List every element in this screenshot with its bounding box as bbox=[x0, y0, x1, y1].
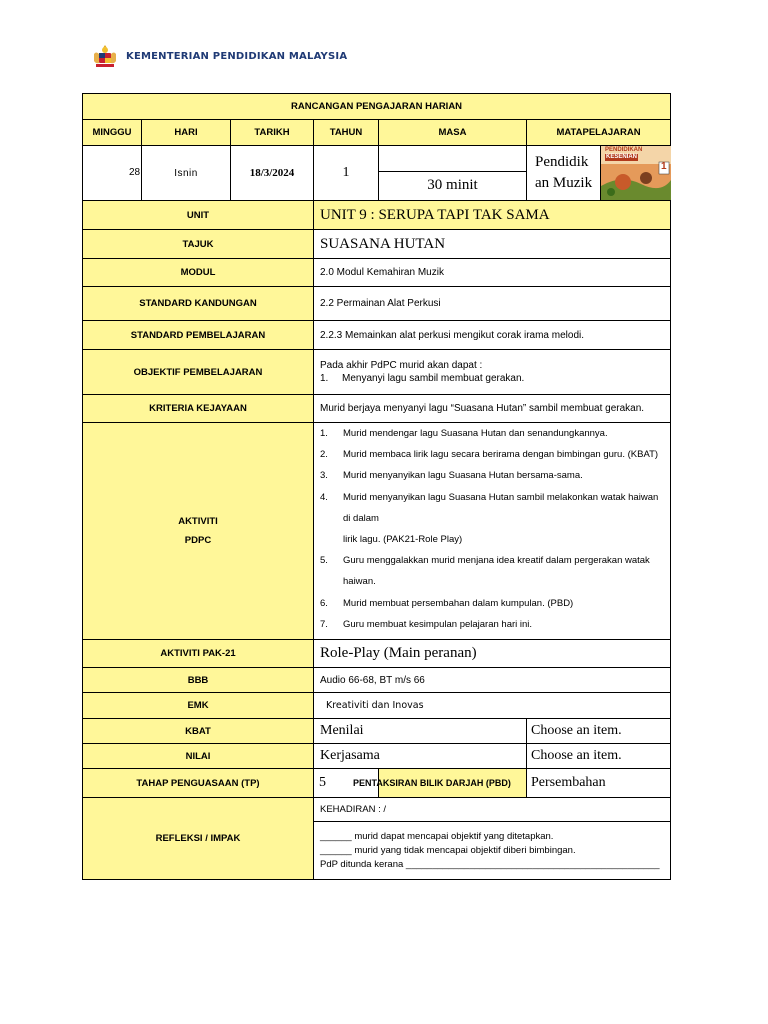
standard-kandungan-value[interactable]: 2.2 Permainan Alat Perkusi bbox=[314, 287, 671, 321]
pak21-label: AKTIVITI PAK-21 bbox=[83, 640, 314, 668]
tajuk-row bbox=[83, 230, 671, 259]
kbat-value[interactable]: Menilai bbox=[314, 719, 527, 744]
masa-header: MASA bbox=[379, 120, 527, 146]
aktiviti-item-number: 5. bbox=[320, 555, 328, 567]
pbd-value[interactable]: Persembahan bbox=[527, 769, 671, 798]
modul-value[interactable]: 2.0 Modul Kemahiran Muzik bbox=[314, 259, 671, 287]
pbd-label-cell bbox=[353, 769, 527, 798]
nilai-value[interactable]: Kerjasama bbox=[314, 744, 527, 769]
aktiviti-item bbox=[320, 550, 664, 592]
kehadiran-value[interactable]: KEHADIRAN : / bbox=[314, 798, 671, 822]
kbat-choice-dropdown[interactable]: Choose an item. bbox=[527, 719, 671, 744]
sk-row bbox=[83, 287, 671, 321]
aktiviti-item-number: 6. bbox=[320, 597, 328, 609]
aktiviti-item bbox=[320, 614, 664, 635]
subject-line-1: Pendidik bbox=[535, 154, 589, 170]
aktiviti-row bbox=[83, 423, 671, 640]
unit-label: UNIT bbox=[83, 201, 314, 230]
emk-value[interactable]: Kreativiti dan Inovas bbox=[314, 693, 671, 719]
kehadiran-row bbox=[83, 798, 671, 822]
aktiviti-value[interactable] bbox=[314, 423, 671, 640]
pak21-row bbox=[83, 640, 671, 668]
objektif-item-number: 1. bbox=[320, 373, 329, 384]
info-row bbox=[83, 146, 671, 201]
hari-header: HARI bbox=[142, 120, 231, 146]
aktiviti-label bbox=[83, 423, 314, 640]
unit-value[interactable]: UNIT 9 : SERUPA TAPI TAK SAMA bbox=[314, 201, 671, 230]
tp-row bbox=[83, 769, 671, 798]
objektif-label: OBJEKTIF PEMBELAJARAN bbox=[83, 350, 314, 395]
tarikh-header: TARIKH bbox=[231, 120, 314, 146]
standard-pembelajaran-value[interactable]: 2.2.3 Memainkan alat perkusi mengikut corak irama melodi. bbox=[314, 321, 671, 350]
nilai-label: NILAI bbox=[83, 744, 314, 769]
aktiviti-item-number: 1. bbox=[320, 428, 328, 439]
tajuk-value[interactable]: SUASANA HUTAN bbox=[314, 230, 671, 259]
aktiviti-item-text: Murid menyanyikan lagu Suasana Hutan sambil melakonkan watak haiwan di dalam bbox=[343, 491, 659, 524]
tahun-value[interactable]: 1 bbox=[314, 146, 379, 201]
kbat-row bbox=[83, 719, 671, 744]
refleksi-label: REFLEKSI / IMPAK bbox=[83, 798, 314, 880]
masa-value[interactable]: 30 minit bbox=[427, 176, 478, 193]
kriteria-label: KRITERIA KEJAYAAN bbox=[83, 395, 314, 423]
objektif-row bbox=[83, 350, 671, 395]
refleksi-line-3: PdP ditunda kerana ________________________________________________ bbox=[320, 858, 660, 870]
aktiviti-item-text: Guru membuat kesimpulan pelajaran hari ini. bbox=[343, 618, 533, 630]
aktiviti-item-number: 7. bbox=[320, 618, 328, 630]
aktiviti-item-text: Guru menggalakkan murid menjana idea kreatif dalam pergerakan watak haiwan. bbox=[343, 555, 650, 588]
bbb-row bbox=[83, 668, 671, 693]
minggu-header: MINGGU bbox=[83, 120, 142, 146]
aktiviti-label-1: AKTIVITI bbox=[178, 516, 218, 528]
objektif-item bbox=[320, 372, 670, 385]
title-row bbox=[83, 94, 671, 120]
standard-pembelajaran-label: STANDARD PEMBELAJARAN bbox=[83, 321, 314, 350]
subject-line-2: an Muzik bbox=[535, 175, 593, 191]
nilai-row bbox=[83, 744, 671, 769]
pbd-label: PENTAKSIRAN BILIK DARJAH (PBD) bbox=[353, 778, 511, 789]
tp-number: 5 bbox=[319, 775, 326, 791]
subject-value[interactable] bbox=[527, 146, 601, 201]
bbb-label: BBB bbox=[83, 668, 314, 693]
aktiviti-item bbox=[320, 593, 664, 614]
pak21-value[interactable]: Role-Play (Main peranan) bbox=[314, 640, 671, 668]
objektif-intro: Pada akhir PdPC murid akan dapat : bbox=[320, 360, 483, 371]
modul-row bbox=[83, 259, 671, 287]
plan-title: RANCANGAN PENGAJARAN HARIAN bbox=[83, 94, 671, 120]
aktiviti-item-number: 4. bbox=[320, 491, 328, 503]
textbook-cover-image bbox=[601, 146, 670, 200]
refleksi-line-2: ______ murid yang tidak mencapai objektif diberi bimbingan. bbox=[320, 844, 576, 856]
aktiviti-list bbox=[320, 423, 664, 635]
ministry-header bbox=[90, 42, 347, 70]
unit-row bbox=[83, 201, 671, 230]
aktiviti-label-2: PDPC bbox=[184, 535, 212, 547]
matapelajaran-header: MATAPELAJARAN bbox=[527, 120, 671, 146]
aktiviti-item bbox=[320, 465, 664, 486]
kriteria-row bbox=[83, 395, 671, 423]
modul-label: MODUL bbox=[83, 259, 314, 287]
aktiviti-item-number: 3. bbox=[320, 470, 328, 482]
bbb-value[interactable]: Audio 66-68, BT m/s 66 bbox=[314, 668, 671, 693]
aktiviti-item-text: Murid membaca lirik lagu secara berirama dengan bimbingan guru. (KBAT) bbox=[343, 449, 659, 461]
kbat-label: KBAT bbox=[83, 719, 314, 744]
emk-label: EMK bbox=[83, 693, 314, 719]
tajuk-label: TAJUK bbox=[83, 230, 314, 259]
refleksi-line-1: ______ murid dapat mencapai objektif yang ditetapkan. bbox=[320, 830, 554, 842]
aktiviti-item-text: Murid menyanyikan lagu Suasana Hutan bersama-sama. bbox=[343, 470, 583, 482]
book-year: 1 bbox=[661, 161, 667, 172]
nilai-choice-dropdown[interactable]: Choose an item. bbox=[527, 744, 671, 769]
tp-label: TAHAP PENGUASAAN (TP) bbox=[83, 769, 314, 798]
standard-kandungan-label: STANDARD KANDUNGAN bbox=[83, 287, 314, 321]
aktiviti-item-number: 2. bbox=[320, 449, 328, 461]
masa-value-cell bbox=[379, 146, 527, 201]
minggu-value[interactable]: 28 bbox=[83, 146, 142, 201]
sp-row bbox=[83, 321, 671, 350]
objektif-value[interactable] bbox=[314, 350, 671, 395]
textbook-cover-cell bbox=[601, 146, 671, 201]
book-title-1: PENDIDIKAN bbox=[605, 147, 643, 153]
emk-row bbox=[83, 693, 671, 719]
aktiviti-item bbox=[320, 487, 664, 529]
aktiviti-item-text: Murid mendengar lagu Suasana Hutan dan senandungkannya. bbox=[343, 428, 608, 439]
aktiviti-item bbox=[320, 529, 664, 550]
hari-value[interactable]: Isnin bbox=[142, 146, 231, 201]
refleksi-value[interactable] bbox=[314, 822, 671, 880]
masa-top-field[interactable] bbox=[379, 148, 526, 172]
objektif-item-text: Menyanyi lagu sambil membuat gerakan. bbox=[342, 373, 525, 384]
tarikh-value[interactable]: 18/3/2024 bbox=[231, 146, 314, 201]
column-header-row bbox=[83, 120, 671, 146]
aktiviti-item bbox=[320, 444, 664, 465]
aktiviti-item-text: lirik lagu. (PAK21-Role Play) bbox=[343, 534, 463, 546]
tahun-header: TAHUN bbox=[314, 120, 379, 146]
ministry-name: KEMENTERIAN PENDIDIKAN MALAYSIA bbox=[126, 50, 348, 62]
aktiviti-item bbox=[320, 423, 664, 444]
book-title-2: KESENIAN bbox=[606, 154, 638, 160]
malaysia-crest-icon bbox=[90, 43, 120, 69]
kriteria-value[interactable]: Murid berjaya menyanyi lagu “Suasana Hutan” sambil membuat gerakan. bbox=[314, 395, 671, 423]
lesson-plan-table bbox=[82, 93, 671, 880]
aktiviti-item-text: Murid membuat persembahan dalam kumpulan. (PBD) bbox=[343, 597, 574, 609]
